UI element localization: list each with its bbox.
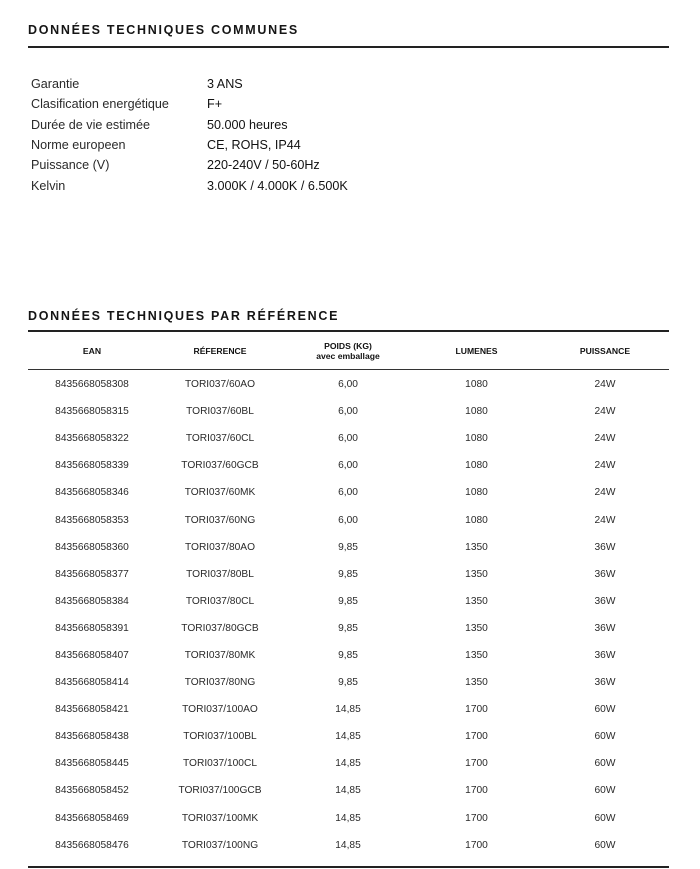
spec-value: 3 ANS [207,77,243,92]
power-cell: 24W [594,487,616,499]
ean-cell: 8435668058445 [55,758,129,770]
ean-cell: 8435668058308 [55,379,129,391]
common-specs-title: DONNÉES TECHNIQUES COMMUNES [28,23,299,37]
lumens-cell: 1700 [465,704,488,716]
weight-cell: 6,00 [338,433,358,445]
spec-row [31,74,348,94]
ean-cell: 8435668058377 [55,568,129,580]
power-cell: 60W [594,758,616,770]
reference-cell: TORI037/80NG [184,677,256,689]
reference-cell: TORI037/60CL [185,433,255,445]
table-header [28,332,669,370]
weight-cell: 9,85 [338,541,358,553]
power-cell: 60W [594,785,616,797]
ean-cell: 8435668058452 [55,785,129,797]
header-lumens: LUMENES [455,345,498,356]
spec-label: Norme europeen [31,138,126,153]
ean-cell: 8435668058315 [55,406,129,418]
lumens-cell: 1080 [465,487,488,499]
table-row [28,696,669,723]
spec-row [31,94,348,114]
lumens-cell: 1350 [465,622,488,634]
table-row [28,425,669,452]
table-body [28,370,669,859]
power-cell: 60W [594,731,616,743]
lumens-cell: 1700 [465,812,488,824]
reference-table [28,332,669,859]
power-cell: 36W [594,595,616,607]
spec-value: CE, ROHS, IP44 [207,138,301,153]
reference-cell: TORI037/100MK [181,812,259,824]
header-weight-label: POIDS (KG) [324,340,372,351]
table-row [28,777,669,804]
weight-cell: 14,85 [335,785,361,797]
power-cell: 24W [594,433,616,445]
ean-cell: 8435668058353 [55,514,129,526]
power-cell: 24W [594,514,616,526]
ean-cell: 8435668058346 [55,487,129,499]
weight-cell: 6,00 [338,406,358,418]
power-cell: 60W [594,812,616,824]
table-row [28,750,669,777]
spec-label: Kelvin [31,178,66,193]
reference-cell: TORI037/80GCB [181,622,259,634]
lumens-cell: 1350 [465,677,488,689]
reference-cell: TORI037/80CL [185,595,255,607]
weight-cell: 14,85 [335,704,361,716]
power-cell: 36W [594,622,616,634]
ean-cell: 8435668058407 [55,649,129,661]
table-bottom-divider [28,866,669,868]
weight-cell: 6,00 [338,514,358,526]
table-row [28,588,669,615]
reference-specs-title: DONNÉES TECHNIQUES PAR RÉFÉRENCE [28,309,340,323]
table-row [28,832,669,859]
table-row [28,371,669,398]
weight-cell: 14,85 [335,839,361,851]
power-cell: 24W [594,379,616,391]
spec-value: 220-240V / 50-60Hz [207,158,320,173]
power-cell: 36W [594,677,616,689]
weight-cell: 9,85 [338,649,358,661]
weight-cell: 9,85 [338,677,358,689]
lumens-cell: 1700 [465,785,488,797]
reference-cell: TORI037/80MK [184,649,256,661]
table-row [28,723,669,750]
ean-cell: 8435668058339 [55,460,129,472]
table-row [28,452,669,479]
title-divider [28,46,669,48]
power-cell: 24W [594,460,616,472]
weight-cell: 9,85 [338,595,358,607]
reference-cell: TORI037/100NG [181,839,259,851]
header-ean: EAN [82,345,102,356]
header-weight [284,341,412,361]
header-power: PUISSANCE [579,345,631,356]
table-row [28,669,669,696]
spec-value: 50.000 heures [207,117,288,132]
table-row [28,642,669,669]
spec-row [31,155,348,175]
spec-row [31,135,348,155]
ean-cell: 8435668058391 [55,622,129,634]
weight-cell: 14,85 [335,812,361,824]
table-row [28,398,669,425]
lumens-cell: 1350 [465,541,488,553]
reference-cell: TORI037/80AO [184,541,256,553]
weight-cell: 6,00 [338,487,358,499]
reference-cell: TORI037/100BL [183,731,257,743]
reference-cell: TORI037/80BL [186,568,254,580]
reference-cell: TORI037/100AO [182,704,258,716]
ean-cell: 8435668058469 [55,812,129,824]
weight-cell: 14,85 [335,758,361,770]
table-row [28,534,669,561]
reference-cell: TORI037/100GCB [178,785,262,797]
power-cell: 60W [594,839,616,851]
table-row [28,561,669,588]
weight-cell: 14,85 [335,731,361,743]
spec-row [31,175,348,195]
spec-label: Clasification energétique [31,97,169,112]
spec-label: Puissance (V) [31,158,110,173]
spec-value: F+ [207,97,223,112]
table-row [28,479,669,506]
power-cell: 24W [594,406,616,418]
spec-label: Garantie [31,77,80,92]
header-weight-sub: avec emballage [316,350,380,361]
power-cell: 36W [594,568,616,580]
spec-row [31,115,348,135]
lumens-cell: 1700 [465,839,488,851]
lumens-cell: 1700 [465,758,488,770]
weight-cell: 6,00 [338,460,358,472]
reference-cell: TORI037/60AO [184,379,256,391]
lumens-cell: 1700 [465,731,488,743]
ean-cell: 8435668058421 [55,704,129,716]
weight-cell: 9,85 [338,622,358,634]
lumens-cell: 1080 [465,460,488,472]
reference-cell: TORI037/100CL [183,758,257,770]
spec-label: Durée de vie estimée [31,117,151,132]
lumens-cell: 1080 [465,406,488,418]
power-cell: 36W [594,541,616,553]
ean-cell: 8435668058360 [55,541,129,553]
lumens-cell: 1080 [465,433,488,445]
ean-cell: 8435668058414 [55,677,129,689]
ean-cell: 8435668058438 [55,731,129,743]
reference-cell: TORI037/60NG [184,514,256,526]
lumens-cell: 1350 [465,649,488,661]
ean-cell: 8435668058476 [55,839,129,851]
lumens-cell: 1350 [465,595,488,607]
power-cell: 36W [594,649,616,661]
weight-cell: 9,85 [338,568,358,580]
power-cell: 60W [594,704,616,716]
lumens-cell: 1080 [465,514,488,526]
weight-cell: 6,00 [338,379,358,391]
table-row [28,506,669,533]
table-row [28,805,669,832]
reference-cell: TORI037/60GCB [181,460,259,472]
spec-value: 3.000K / 4.000K / 6.500K [207,178,348,193]
header-reference: RÉFERENCE [193,345,247,356]
lumens-cell: 1350 [465,568,488,580]
reference-cell: TORI037/60BL [186,406,254,418]
reference-cell: TORI037/60MK [184,487,256,499]
ean-cell: 8435668058384 [55,595,129,607]
ean-cell: 8435668058322 [55,433,129,445]
lumens-cell: 1080 [465,379,488,391]
common-specs-list [31,74,348,196]
table-row [28,615,669,642]
